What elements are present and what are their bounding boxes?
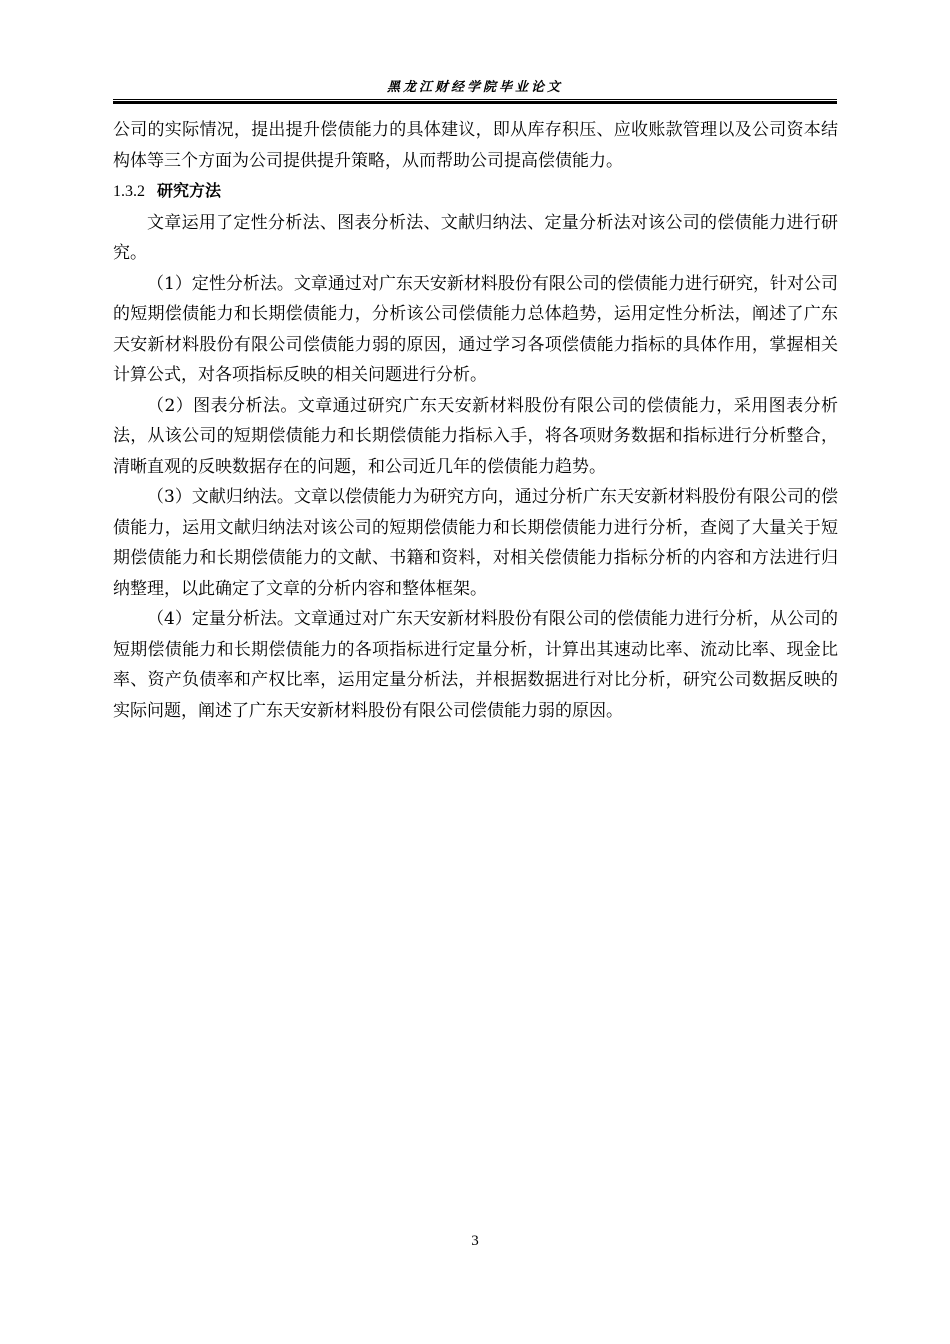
section-heading — [113, 176, 838, 208]
intro-paragraph: 文章运用了定性分析法、图表分析法、文献归纳法、定量分析法对该公司的偿债能力进行研究。 — [113, 212, 838, 263]
method-paragraph-qualitative: （1）定性分析法。文章通过对广东天安新材料股份有限公司的偿债能力进行研究，针对公司的短期偿债能力和长期偿债能力，分析该公司偿债能力总体趋势，运用定性分析法，阐述了广东天安新材料股份有限公司偿债能力弱的原因，通过学习各项偿债能力指标的具体作用，掌握相关计算公式，对各项指标反映的相关问题进行分析。 — [113, 273, 838, 385]
header-rule-thick — [113, 101, 837, 104]
document-body — [113, 115, 838, 726]
section-number: 1.3.2 — [113, 183, 145, 200]
header-rule-thin — [113, 99, 837, 100]
method-paragraph-quantitative: （4）定量分析法。文章通过对广东天安新材料股份有限公司的偿债能力进行分析，从公司的短期偿债能力和长期偿债能力的各项指标进行定量分析，计算出其速动比率、流动比率、现金比率、资产负债率和产权比率，运用定量分析法，并根据数据进行对比分析，研究公司数据反映的实际问题，阐述了广东天安新材料股份有限公司偿债能力弱的原因。 — [113, 609, 838, 721]
page-number: 3 — [471, 1233, 479, 1249]
running-header: 黑龙江财经学院毕业论文 — [386, 80, 563, 95]
continuation-paragraph: 公司的实际情况，提出提升偿债能力的具体建议，即从库存积压、应收账款管理以及公司资本结构体等三个方面为公司提供提升策略，从而帮助公司提高偿债能力。 — [113, 120, 838, 171]
section-title: 研究方法 — [157, 181, 222, 200]
method-paragraph-literature: （3）文献归纳法。文章以偿债能力为研究方向，通过分析广东天安新材料股份有限公司的偿债能力，运用文献归纳法对该公司的短期偿债能力和长期偿债能力进行分析，查阅了大量关于短期偿债能力和长期偿债能力的文献、书籍和资料，对相关偿债能力指标分析的内容和方法进行归纳整理，以此确定了文章的分析内容和整体框架。 — [113, 487, 838, 599]
method-paragraph-chart: （2）图表分析法。文章通过研究广东天安新材料股份有限公司的偿债能力，采用图表分析法，从该公司的短期偿债能力和长期偿债能力指标入手，将各项财务数据和指标进行分析整合，清晰直观的反映数据存在的问题，和公司近几年的偿债能力趋势。 — [113, 395, 838, 477]
